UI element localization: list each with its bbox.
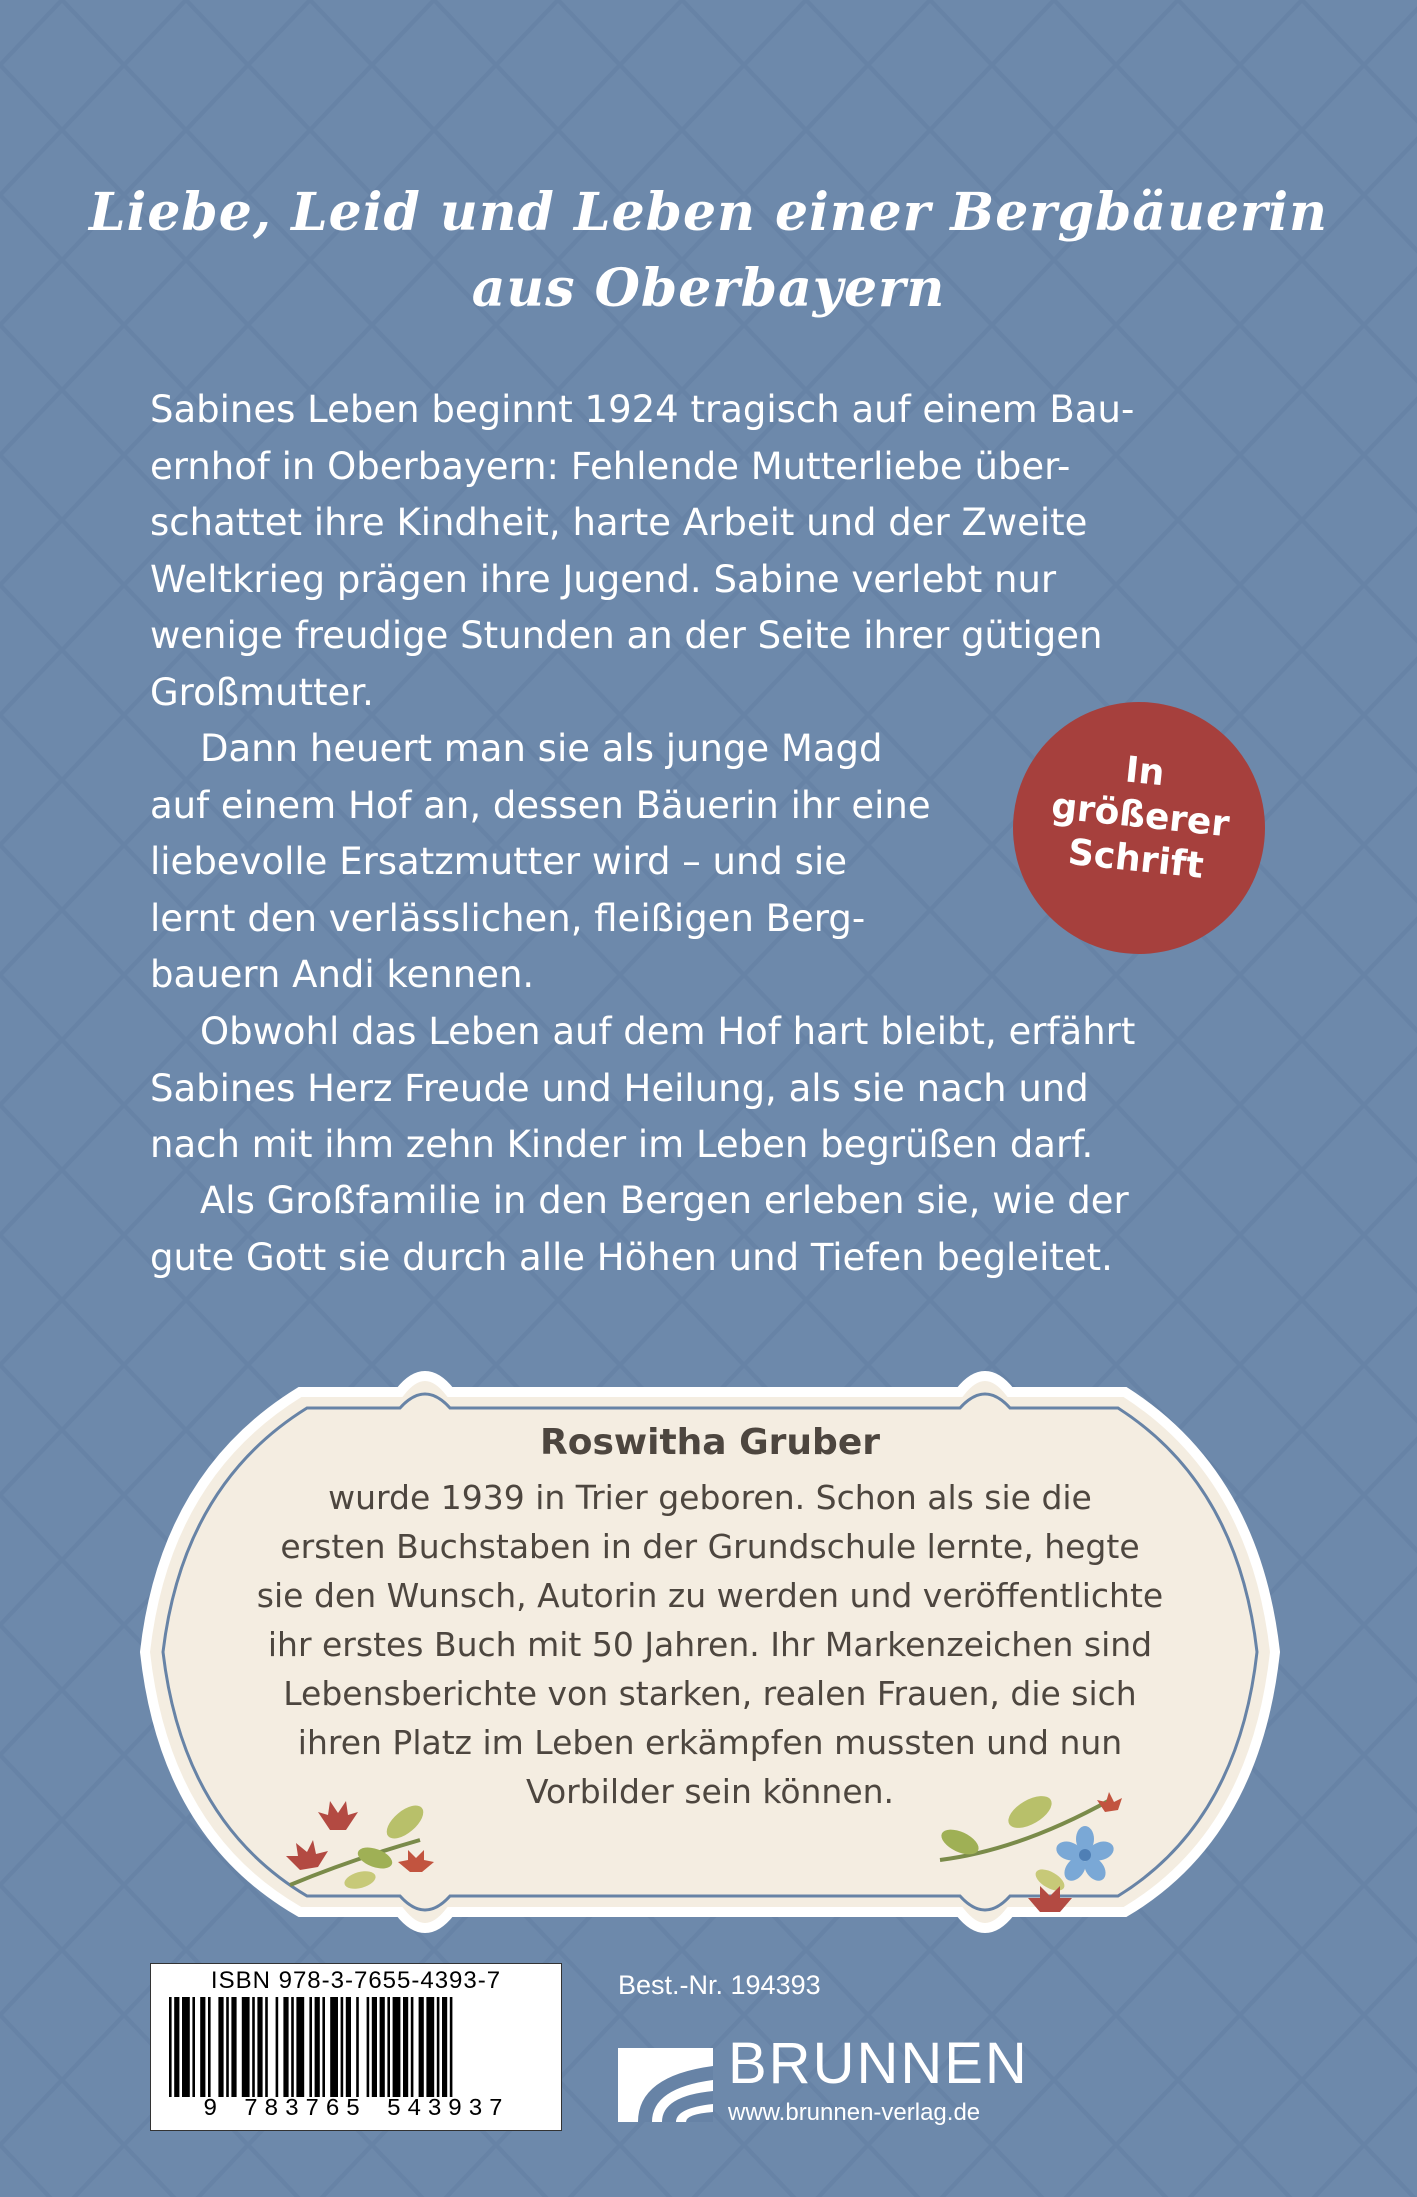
barcode-bar	[242, 1997, 250, 2097]
blurb-line: ernhof in Oberbayern: Fehlende Mutterliebe über-	[150, 444, 1071, 488]
tagline-line-2: aus Oberbayern	[471, 258, 946, 319]
barcode-bar	[403, 1997, 408, 2097]
barcode-bar	[450, 1997, 453, 2097]
barcode-bar	[419, 1997, 424, 2097]
isbn-label: ISBN 978-3-7655-4393-7	[210, 1967, 502, 1994]
barcode-bar	[437, 1997, 440, 2097]
barcode-bar	[276, 1997, 279, 2097]
brunnen-logo-icon	[618, 2036, 718, 2126]
barcode-bar	[315, 1997, 320, 2097]
barcode-bar	[174, 1997, 179, 2097]
barcode-bar	[231, 1997, 236, 2097]
barcode-bar	[226, 1997, 229, 2097]
blurb-line: Obwohl das Leben auf dem Hof hart bleibt, erfährt	[200, 1010, 1136, 1053]
barcode-bar	[346, 1997, 351, 2097]
barcode-bar	[252, 1997, 255, 2097]
barcode-bar	[200, 1997, 205, 2097]
barcode-bar	[380, 1997, 385, 2097]
author-bio	[190, 1422, 1230, 1816]
blurb-line: Dann heuert man sie als junge Magd	[200, 727, 883, 770]
barcode-bar	[182, 1997, 190, 2097]
barcode-bar	[387, 1997, 390, 2097]
barcode-bar	[442, 1997, 447, 2097]
bio-line: Lebensberichte von starken, realen Frauen, die sich	[283, 1674, 1137, 1713]
barcode-bar	[283, 1997, 288, 2097]
blurb-line: Sabines Leben beginnt 1924 tragisch auf einem Bau-	[150, 388, 1135, 431]
badge-line-3: Schrift	[1065, 831, 1206, 887]
barcode-bar	[322, 1997, 325, 2097]
barcode-bar	[309, 1997, 312, 2097]
blurb-line: liebevolle Ersatzmutter wird – und sie	[150, 840, 847, 883]
bio-line: wurde 1939 in Trier geboren. Schon als sie die	[328, 1478, 1092, 1517]
badge-line-2: größerer	[1049, 785, 1232, 846]
bio-line: ihren Platz im Leben erkämpfen mussten und nun	[297, 1723, 1123, 1762]
blurb-line: nach mit ihm zehn Kinder im Leben begrüßen darf.	[150, 1123, 1094, 1166]
publisher-name: BRUNNEN	[728, 2031, 1029, 2096]
blurb-line: bauern Andi kennen.	[150, 953, 535, 996]
blurb-line: schattet ihre Kindheit, harte Arbeit und der Zweite	[150, 501, 1088, 544]
blurb-line: Großmutter.	[150, 670, 374, 714]
barcode-bar	[208, 1997, 211, 2097]
barcode-bar	[192, 1997, 195, 2097]
author-name: Roswitha Gruber	[539, 1422, 880, 1463]
barcode-bar	[218, 1997, 223, 2097]
blurb-line: auf einem Hof an, dessen Bäuerin ihr eine	[150, 783, 931, 827]
barcode-bar	[426, 1997, 434, 2097]
bio-line: ihr erstes Buch mit 50 Jahren. Ihr Markenzeichen sind	[267, 1625, 1153, 1664]
blurb-line: Als Großfamilie in den Bergen erleben sie, wie der	[200, 1179, 1129, 1222]
blurb-line: Sabines Herz Freude und Heilung, als sie nach und	[150, 1066, 1089, 1110]
blurb-line: gute Gott sie durch alle Höhen und Tiefen begleitet.	[150, 1235, 1113, 1279]
bio-line: sie den Wunsch, Autorin zu werden und veröffentlichte	[256, 1576, 1164, 1615]
blurb-line: Weltkrieg prägen ihre Jugend. Sabine verlebt nur	[150, 557, 1057, 601]
barcode-bar	[341, 1997, 344, 2097]
barcode-bar	[169, 1997, 172, 2097]
barcode-bar	[356, 1997, 359, 2097]
blurb-line: lernt den verlässlichen, fleißigen Berg-	[150, 896, 866, 940]
barcode-bar	[393, 1997, 401, 2097]
barcode-bar	[296, 1997, 304, 2097]
barcode-bar	[257, 1997, 262, 2097]
barcode-bar	[367, 1997, 370, 2097]
barcode-bar	[291, 1997, 294, 2097]
isbn-barcode	[150, 1963, 562, 2131]
barcode-bar	[372, 1997, 377, 2097]
bio-line: Vorbilder sein können.	[525, 1772, 895, 1811]
order-number: Best.-Nr. 194393	[618, 1970, 821, 2000]
barcode-bar	[411, 1997, 414, 2097]
tagline-line-1: Liebe, Leid und Leben einer Bergbäuerin	[89, 182, 1328, 243]
bio-line: ersten Buchstaben in der Grundschule lernte, hegte	[280, 1527, 1140, 1566]
blurb-line: wenige freudige Stunden an der Seite ihrer gütigen	[150, 614, 1103, 657]
badge-line-1: In	[1123, 749, 1167, 795]
author-bio-text	[190, 1473, 1230, 1816]
ean-digits: 9 783765 543937	[202, 2096, 510, 2123]
publisher-url: www.brunnen-verlag.de	[728, 2099, 981, 2126]
barcode-bar	[330, 1997, 338, 2097]
barcode-bar	[265, 1997, 268, 2097]
barcode-bars	[169, 1997, 543, 2097]
